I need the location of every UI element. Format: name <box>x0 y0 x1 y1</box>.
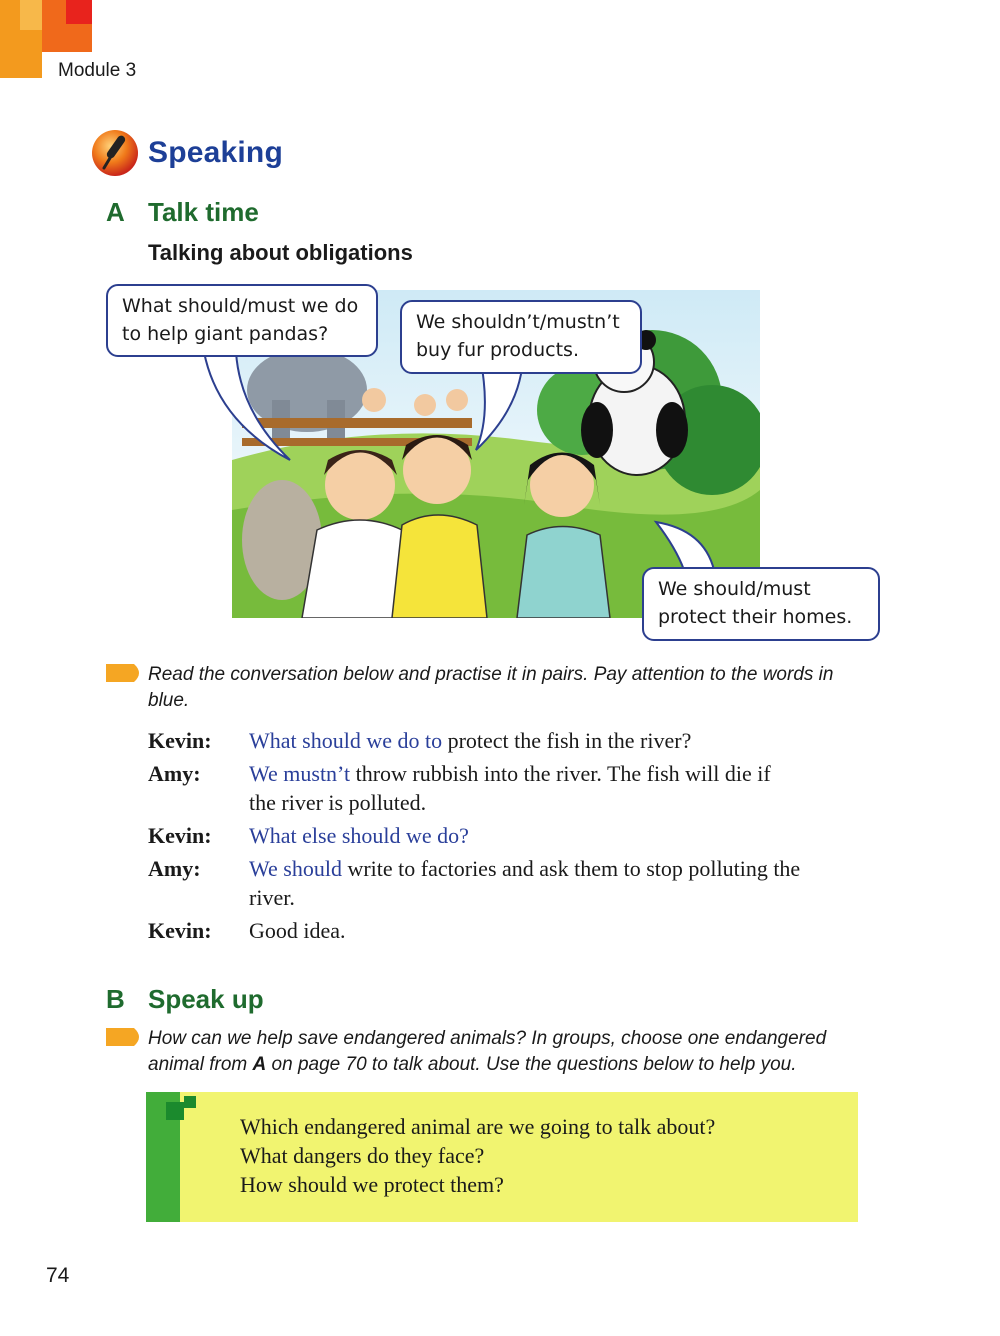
section-a-title: Talk time <box>148 197 259 227</box>
key-phrase: We mustn’t <box>249 761 351 786</box>
bubble-line: We should/must <box>658 578 811 600</box>
section-b-title: Speak up <box>148 984 264 1014</box>
dialogue-row <box>148 821 918 850</box>
dialogue <box>148 726 918 949</box>
speaker-name: Kevin: <box>148 823 212 848</box>
question-item: Which endangered animal are we going to talk about? <box>240 1114 716 1139</box>
instruction-part: animal from <box>148 1054 253 1075</box>
subheading: Talking about obligations <box>148 240 413 265</box>
line-text: river. <box>249 885 295 910</box>
line-text: throw rubbish into the river. The fish will die if <box>350 761 771 786</box>
dialogue-line <box>249 854 800 912</box>
instruction-arrow-icon <box>106 664 144 682</box>
dialogue-row <box>148 916 918 945</box>
speech-bubble-tail <box>470 368 530 452</box>
dialogue-row <box>148 726 918 755</box>
section-title: Speaking <box>148 136 283 169</box>
box-accent-square <box>166 1102 184 1120</box>
bubble-line: to help giant pandas? <box>122 323 329 345</box>
key-phrase: We should <box>249 856 342 881</box>
key-phrase: What should we do to <box>249 728 443 753</box>
dialogue-row <box>148 759 918 817</box>
line-text: Good idea. <box>249 918 346 943</box>
speech-bubble <box>106 284 378 357</box>
instruction-part: on page 70 to talk about. Use the questions below to help you. <box>266 1054 797 1075</box>
question-box <box>146 1092 858 1222</box>
instruction-arrow-icon <box>106 1028 144 1046</box>
speech-bubble <box>400 300 642 374</box>
speech-bubble-tail <box>198 352 298 464</box>
line-text: write to factories and ask them to stop polluting the <box>341 856 801 881</box>
dialogue-line <box>249 916 346 945</box>
instruction-line: blue. <box>148 690 190 711</box>
question-item: How should we protect them? <box>240 1172 504 1197</box>
instruction-line <box>148 1052 826 1078</box>
corner-decoration <box>66 0 92 24</box>
module-label: Module 3 <box>58 60 137 81</box>
question-list <box>240 1112 715 1199</box>
instruction-line: How can we help save endangered animals? In groups, choose one endangered <box>148 1028 827 1049</box>
question-item: What dangers do they face? <box>240 1143 485 1168</box>
section-a-letter: A <box>106 197 125 227</box>
instruction-text <box>148 662 833 714</box>
box-accent-square <box>184 1096 196 1108</box>
speech-bubble <box>642 567 880 641</box>
speech-bubble-tail <box>654 520 724 572</box>
key-phrase: What else should we do? <box>249 823 469 848</box>
dialogue-row <box>148 854 918 912</box>
instruction-line: Read the conversation below and practise it in pairs. Pay attention to the words in <box>148 664 834 685</box>
section-b-letter: B <box>106 984 125 1014</box>
speaker-name: Amy: <box>148 856 201 881</box>
speaker-name: Kevin: <box>148 728 212 753</box>
speaker-name: Amy: <box>148 761 201 786</box>
line-text: protect the fish in the river? <box>442 728 692 753</box>
microphone-icon <box>90 128 140 178</box>
corner-decoration <box>20 0 42 30</box>
line-text: the river is polluted. <box>249 790 427 815</box>
bubble-line: What should/must we do <box>122 295 359 317</box>
bubble-line: protect their homes. <box>658 606 853 628</box>
dialogue-line <box>249 759 771 817</box>
bubble-line: buy fur products. <box>416 339 579 361</box>
dialogue-line <box>249 726 691 755</box>
instruction-text <box>148 1026 826 1078</box>
dialogue-line <box>249 821 469 850</box>
page-number: 74 <box>46 1264 70 1287</box>
instruction-ref: A <box>252 1054 267 1075</box>
bubble-line: We shouldn’t/mustn’t <box>416 311 620 333</box>
speaker-name: Kevin: <box>148 918 212 943</box>
